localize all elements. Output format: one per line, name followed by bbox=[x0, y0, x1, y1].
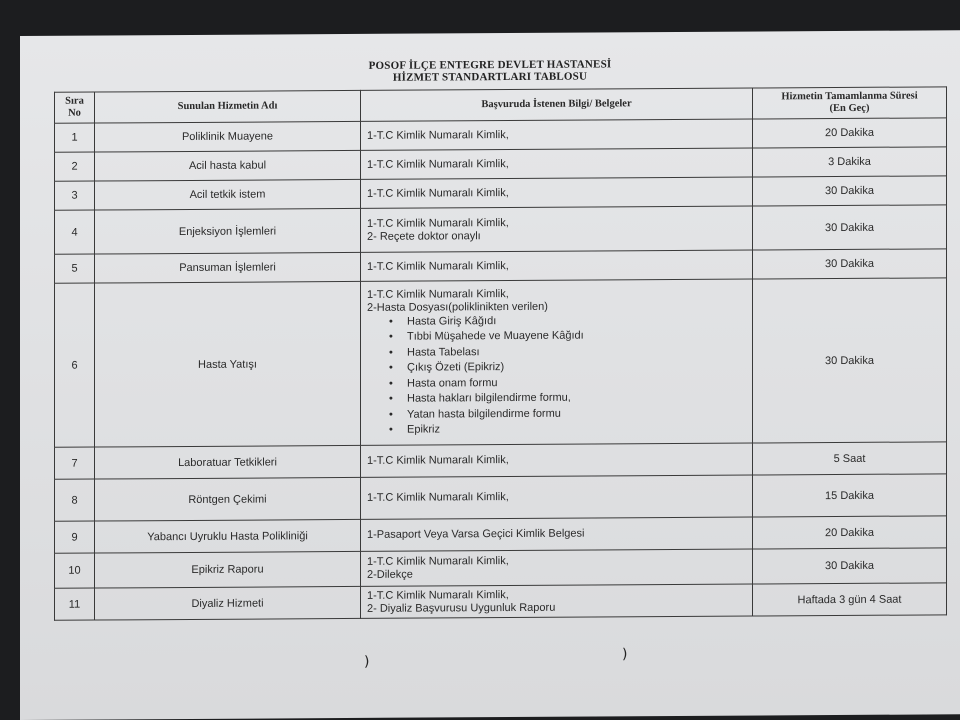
service-name: Yabancı Uyruklu Hasta Polikliniği bbox=[95, 519, 361, 553]
document-bullet-item: • Hasta hakları bilgilendirme formu, bbox=[407, 390, 746, 408]
document-bullet-item: • Yatan hasta bilgilendirme formu bbox=[407, 405, 746, 423]
required-documents bbox=[361, 443, 753, 477]
service-standards-table bbox=[54, 86, 947, 620]
completion-time: 20 Dakika bbox=[753, 516, 947, 549]
document-line: 1-T.C Kimlik Numaralı Kimlik, bbox=[367, 588, 509, 602]
row-number: 11 bbox=[55, 588, 95, 620]
table-row bbox=[55, 278, 947, 447]
service-name: Röntgen Çekimi bbox=[95, 477, 361, 521]
document-sheet bbox=[20, 30, 960, 720]
document-line: 2- Reçete doktor onaylı bbox=[367, 229, 481, 243]
completion-time: 30 Dakika bbox=[753, 548, 947, 584]
row-number: 7 bbox=[55, 447, 95, 479]
document-title: POSOF İLÇE ENTEGRE DEVLET HASTANESİ bbox=[368, 58, 612, 72]
header-completion-time bbox=[753, 87, 947, 119]
row-number: 1 bbox=[55, 123, 95, 152]
document-bullet-item: • Hasta onam formu bbox=[407, 374, 746, 392]
row-number: 4 bbox=[55, 210, 95, 254]
required-documents bbox=[361, 279, 753, 445]
document-bullet-item: • Hasta Giriş Kâğıdı bbox=[407, 312, 746, 330]
header-no-line2: No bbox=[68, 107, 81, 119]
paper-mark: ) bbox=[364, 653, 370, 670]
service-name: Diyaliz Hizmeti bbox=[95, 586, 361, 620]
completion-time: 15 Dakika bbox=[753, 474, 947, 517]
row-number: 9 bbox=[55, 521, 95, 553]
document-line: 1-T.C Kimlik Numaralı Kimlik, bbox=[367, 186, 509, 200]
service-name: Hasta Yatışı bbox=[95, 281, 361, 447]
completion-time: Haftada 3 gün 4 Saat bbox=[753, 583, 947, 616]
row-number: 8 bbox=[55, 479, 95, 521]
table-body bbox=[55, 118, 947, 620]
document-line: 1-Pasaport Veya Varsa Geçici Kimlik Belgesi bbox=[367, 527, 585, 541]
document-bullet-item: • Hasta Tabelası bbox=[407, 343, 746, 361]
document-line: 2-Hasta Dosyası(poliklinikten verilen) bbox=[367, 300, 548, 314]
header-service-name: Sunulan Hizmetin Adı bbox=[95, 90, 361, 123]
table-row bbox=[55, 474, 947, 521]
completion-time: 30 Dakika bbox=[753, 205, 947, 250]
header-required-documents: Başvuruda İstenen Bilgi/ Belgeler bbox=[361, 88, 753, 121]
document-line: 1-T.C Kimlik Numaralı Kimlik, bbox=[367, 259, 509, 273]
document-line: 2- Diyaliz Başvurusu Uygunluk Raporu bbox=[367, 601, 556, 615]
required-documents bbox=[361, 250, 753, 281]
row-number: 3 bbox=[55, 181, 95, 210]
document-bullet-list bbox=[367, 312, 746, 438]
table-row bbox=[55, 205, 947, 254]
document-line: 1-T.C Kimlik Numaralı Kimlik, bbox=[367, 128, 509, 142]
document-line: 2-Dilekçe bbox=[367, 568, 413, 581]
service-name: Laboratuar Tetkikleri bbox=[95, 445, 361, 479]
document-bullet-item: • Epikriz bbox=[407, 421, 746, 439]
document-line: 1-T.C Kimlik Numaralı Kimlik, bbox=[367, 555, 509, 568]
table-row bbox=[55, 583, 947, 620]
document-bullet-item: • Tıbbi Müşahede ve Muayene Kâğıdı bbox=[407, 328, 746, 346]
row-number: 2 bbox=[55, 152, 95, 181]
service-name: Epikriz Raporu bbox=[95, 551, 361, 588]
required-documents bbox=[361, 549, 753, 586]
completion-time: 30 Dakika bbox=[753, 278, 947, 443]
required-documents bbox=[361, 177, 753, 208]
service-name: Pansuman İşlemleri bbox=[95, 252, 361, 283]
row-number: 5 bbox=[55, 254, 95, 283]
required-documents bbox=[361, 119, 753, 150]
service-name: Acil hasta kabul bbox=[95, 150, 361, 181]
header-duration-line2: (En Geç) bbox=[829, 102, 870, 115]
service-name: Enjeksiyon İşlemleri bbox=[95, 208, 361, 254]
completion-time: 20 Dakika bbox=[753, 118, 947, 148]
required-documents bbox=[361, 584, 753, 618]
header-duration-line1: Hizmetin Tamamlanma Süresi bbox=[781, 90, 918, 103]
table-row bbox=[55, 548, 947, 588]
required-documents bbox=[361, 206, 753, 252]
required-documents bbox=[361, 475, 753, 519]
document-line: 1-T.C Kimlik Numaralı Kimlik, bbox=[367, 454, 509, 467]
document-line: 1-T.C Kimlik Numaralı Kimlik, bbox=[367, 491, 509, 504]
completion-time: 3 Dakika bbox=[753, 147, 947, 177]
completion-time: 5 Saat bbox=[753, 442, 947, 475]
document-line: 1-T.C Kimlik Numaralı Kimlik, bbox=[367, 216, 509, 230]
document-line: 1-T.C Kimlik Numaralı Kimlik, bbox=[367, 287, 509, 301]
header-no-line1: Sıra bbox=[65, 95, 84, 107]
completion-time: 30 Dakika bbox=[753, 176, 947, 206]
required-documents bbox=[361, 148, 753, 179]
row-number: 10 bbox=[55, 553, 95, 588]
service-name: Poliklinik Muayene bbox=[95, 121, 361, 152]
row-number: 6 bbox=[55, 283, 95, 447]
completion-time: 30 Dakika bbox=[753, 249, 947, 279]
service-name: Acil tetkik istem bbox=[95, 179, 361, 210]
document-bullet-item: • Çıkış Özeti (Epikriz) bbox=[407, 359, 746, 377]
header-row-number bbox=[55, 92, 95, 123]
document-subtitle: HİZMET STANDARTLARI TABLOSU bbox=[392, 70, 588, 84]
paper-mark: ) bbox=[622, 646, 628, 663]
document-line: 1-T.C Kimlik Numaralı Kimlik, bbox=[367, 157, 509, 171]
required-documents bbox=[361, 517, 753, 551]
